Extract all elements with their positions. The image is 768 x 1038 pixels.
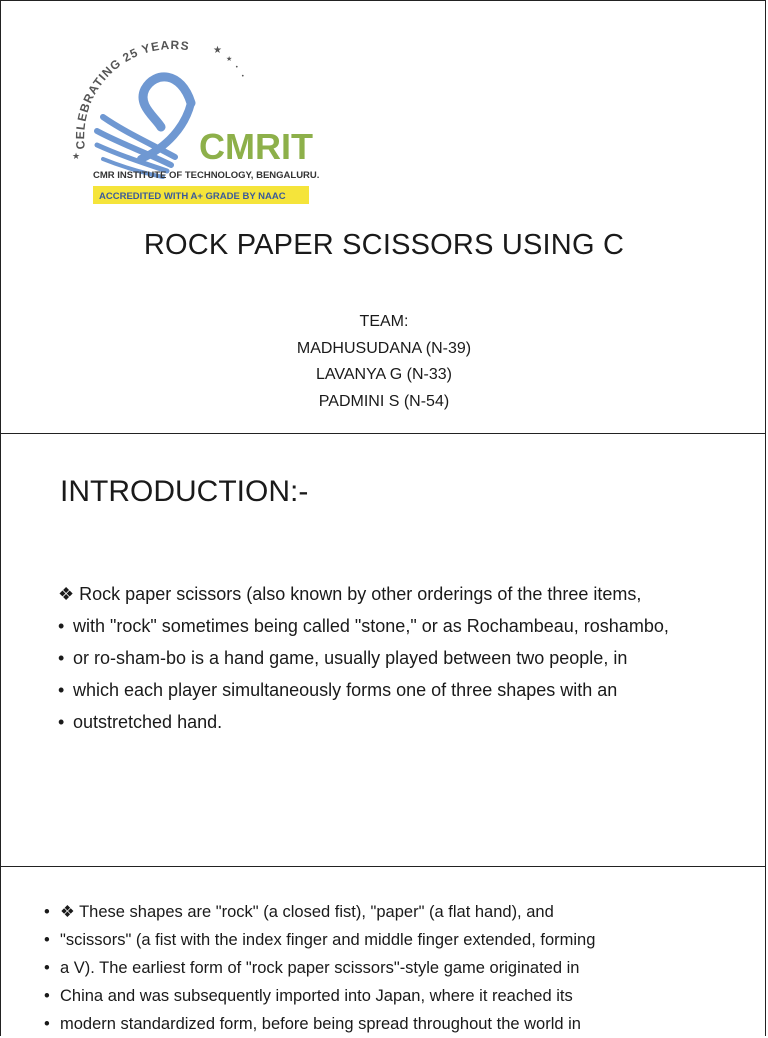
bullet-icon: • — [58, 712, 65, 732]
list-item-text: modern standardized form, before being spread throughout the world in — [60, 1015, 581, 1033]
slide-title: ROCK PAPER SCISSORS USING C — [143, 229, 625, 261]
bullet-icon: • — [44, 931, 50, 949]
svg-text:★: ★ — [72, 152, 81, 162]
lead-text: Rock paper scissors (also known by other orderings of the three items, — [79, 584, 642, 604]
list-item — [44, 926, 724, 954]
bullet-icon: • — [44, 959, 50, 977]
list-item-text: outstretched hand. — [73, 712, 223, 732]
introduction-body — [58, 582, 730, 742]
list-item — [58, 614, 730, 638]
list-item-text: which each player simultaneously forms one of three shapes with an — [73, 680, 618, 700]
logo-brand: CMRIT — [199, 126, 313, 167]
list-item-text: a V). The earliest form of "rock paper scissors"-style game originated in — [60, 959, 580, 977]
swan-icon — [97, 77, 191, 177]
list-item-text: "scissors" (a fist with the index finger and middle finger extended, forming — [60, 931, 596, 949]
svg-text:•: • — [241, 73, 245, 80]
bullet-icon: • — [44, 1015, 50, 1033]
svg-text:★: ★ — [213, 45, 222, 56]
list-item — [58, 710, 730, 734]
logo-arc-text: CELEBRATING 25 YEARS — [73, 37, 191, 150]
list-item-text: These shapes are "rock" (a closed fist), "paper" (a flat hand), and — [79, 903, 554, 921]
logo-institute: CMR INSTITUTE OF TECHNOLOGY, BENGALURU. — [93, 170, 320, 181]
cmrit-logo — [63, 31, 325, 211]
bullet-icon: • — [58, 616, 65, 636]
list-item-text: or ro-sham-bo is a hand game, usually played between two people, in — [73, 648, 628, 668]
team-member: PADMINI S (N-54) — [318, 392, 450, 410]
list-item — [58, 646, 730, 670]
list-item — [44, 954, 724, 982]
svg-text:★: ★ — [226, 55, 233, 63]
team-member: LAVANYA G (N-33) — [315, 366, 453, 383]
list-item-text: China and was subsequently imported into Japan, where it reached its — [60, 987, 573, 1005]
bullet-icon: • — [58, 648, 65, 668]
list-item — [44, 898, 724, 926]
team-member: MADHUSUDANA (N-39) — [296, 339, 472, 357]
title-slide — [0, 0, 766, 434]
list-item — [58, 678, 730, 702]
list-item-text: with "rock" sometimes being called "stone," or as Rochambeau, roshambo, — [73, 616, 669, 636]
introduction-title: INTRODUCTION:- — [60, 475, 309, 508]
diamond-bullet-icon: ❖ — [60, 903, 75, 921]
bullet-icon: • — [44, 903, 50, 921]
team-block — [1, 309, 766, 415]
logo-accreditation: ACCREDITED WITH A+ GRADE BY NAAC — [99, 191, 286, 202]
bullet-icon: • — [58, 680, 65, 700]
list-item — [44, 1010, 724, 1038]
team-label: TEAM: — [359, 313, 409, 330]
diamond-bullet-icon: ❖ — [58, 584, 75, 604]
bullet-icon: • — [44, 987, 50, 1005]
list-item — [44, 982, 724, 1010]
shapes-body — [44, 898, 724, 1038]
svg-text:•: • — [235, 64, 239, 71]
lead-paragraph — [58, 582, 730, 606]
